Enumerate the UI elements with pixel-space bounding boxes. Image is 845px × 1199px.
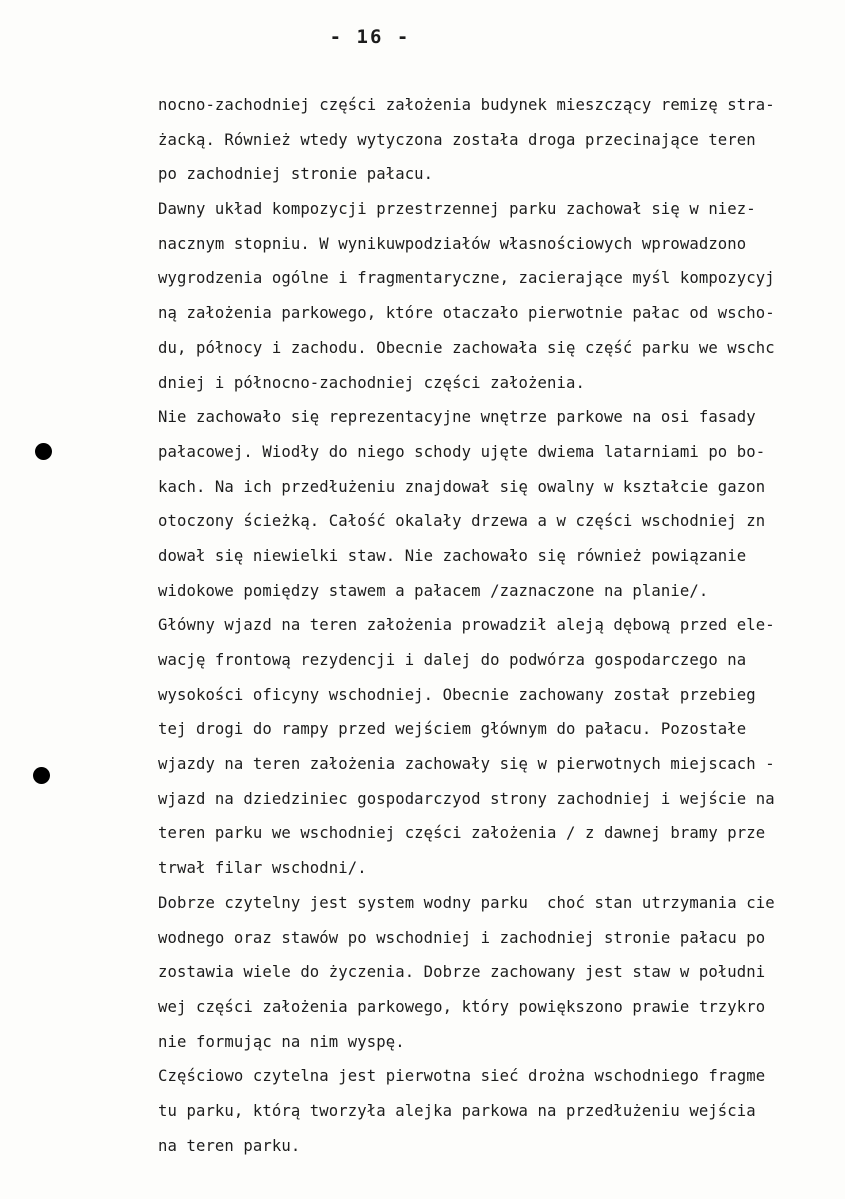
- text-line: nacznym stopniu. W wynikuwpodziałów własnościowych wprowadzono: [158, 234, 747, 253]
- text-line: wygrodzenia ogólne i fragmentaryczne, zacierające myśl kompozycyj: [158, 269, 775, 288]
- text-line: nocno-zachodniej części założenia budynek mieszczący remizę stra-: [158, 96, 775, 114]
- text-line: wjazdy na teren założenia zachowały się w pierwotnych miejscach -: [158, 755, 775, 774]
- text-line: pałacowej. Wiodły do niego schody ujęte dwiema latarniami po bo-: [158, 442, 766, 461]
- text-line: wjazd na dziedziniec gospodarczyod strony zachodniej i wejście na: [158, 789, 775, 808]
- text-line: wację frontową rezydencji i dalej do podwórza gospodarczego na: [158, 651, 747, 669]
- text-line: po zachodniej stronie pałacu.: [158, 165, 434, 184]
- text-line: du, północy i zachodu. Obecnie zachowała się część parku we wschc: [158, 338, 775, 357]
- text-line: ną założenia parkowego, które otaczało pierwotnie pałac od wscho-: [158, 304, 775, 323]
- text-line: nie formując na nim wyspę.: [158, 1032, 405, 1051]
- text-line: widokowe pomiędzy stawem a pałacem /zaznaczone na planie/.: [158, 581, 709, 600]
- text-line: Nie zachowało się reprezentacyjne wnętrze parkowe na osi fasady: [158, 408, 756, 427]
- text-line: na teren parku.: [158, 1136, 301, 1155]
- text-line: Główny wjazd na teren założenia prowadził aleją dębową przed ele-: [158, 616, 775, 635]
- text-line: dował się niewielki staw. Nie zachowało się również powiązanie: [158, 546, 747, 565]
- text-line: kach. Na ich przedłużeniu znajdował się owalny w kształcie gazon: [158, 477, 766, 496]
- text-line: trwał filar wschodni/.: [158, 859, 367, 878]
- page-number: - 16 -: [329, 26, 411, 48]
- text-line: otoczony ścieżką. Całość okalały drzewa a w części wschodniej zn: [158, 512, 766, 531]
- text-line: tej drogi do rampy przed wejściem głównym do pałacu. Pozostałe: [158, 720, 747, 739]
- text-line: wodnego oraz stawów po wschodniej i zachodniej stronie pałacu po: [158, 928, 766, 947]
- text-line: Dawny układ kompozycji przestrzennej parku zachował się w niez-: [158, 200, 756, 219]
- text-line: wysokości oficyny wschodniej. Obecnie zachowany został przebieg: [158, 685, 756, 704]
- punch-hole-top: [35, 443, 52, 460]
- punch-hole-bottom: [33, 767, 50, 784]
- body-text: [158, 88, 845, 1163]
- text-line: dniej i północno-zachodniej części założenia.: [158, 373, 585, 392]
- text-line: Dobrze czytelny jest system wodny parku choć stan utrzymania cie: [158, 893, 775, 912]
- text-line: tu parku, którą tworzyła alejka parkowa na przedłużeniu wejścia: [158, 1101, 756, 1120]
- text-line: żacką. Również wtedy wytyczona została droga przecinające teren: [158, 130, 756, 149]
- text-line: Częściowo czytelna jest pierwotna sieć drożna wschodniego fragme: [158, 1067, 766, 1086]
- text-line: zostawia wiele do życzenia. Dobrze zachowany jest staw w południ: [158, 963, 766, 982]
- text-line: teren parku we wschodniej części założenia / z dawnej bramy prze: [158, 824, 766, 843]
- text-line: wej części założenia parkowego, który powiększono prawie trzykro: [158, 997, 766, 1016]
